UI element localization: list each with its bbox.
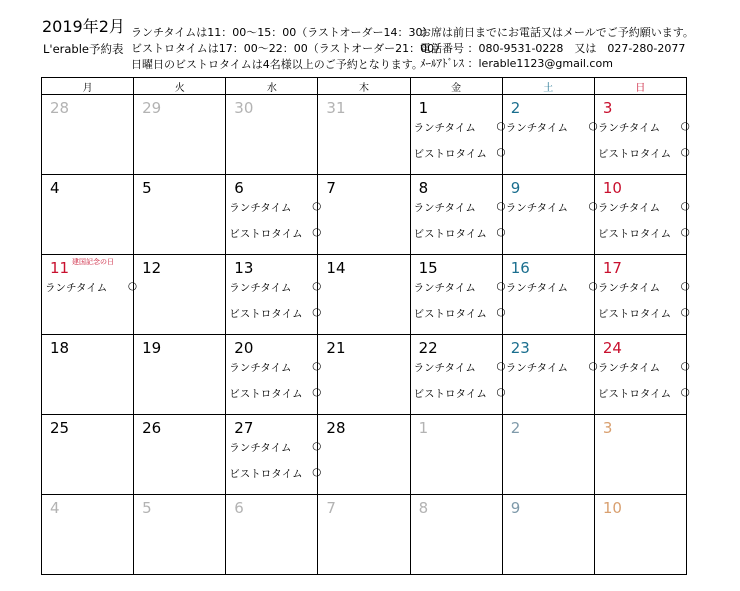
lunch-slot[interactable] bbox=[506, 120, 598, 135]
day-cell[interactable] bbox=[594, 335, 690, 415]
lunch-slot[interactable] bbox=[598, 280, 690, 295]
day-cell[interactable] bbox=[502, 415, 594, 495]
day-number: 29 bbox=[142, 99, 162, 117]
day-cell[interactable] bbox=[502, 95, 598, 175]
holiday-label: 建国記念の日 bbox=[72, 258, 114, 266]
weekday-header: 水 bbox=[226, 78, 318, 95]
day-number: 26 bbox=[142, 419, 162, 437]
lunch-slot-label: ランチタイム bbox=[413, 362, 476, 374]
day-number: 6 bbox=[234, 179, 244, 197]
day-number: 3 bbox=[602, 99, 613, 117]
day-cell[interactable] bbox=[226, 335, 322, 415]
day-number: 28 bbox=[50, 99, 70, 117]
day-number: 8 bbox=[418, 499, 429, 517]
day-cell[interactable] bbox=[318, 95, 410, 175]
weekday-header: 火 bbox=[134, 78, 226, 95]
day-number: 18 bbox=[50, 339, 70, 357]
availability-circle-icon: ○ bbox=[312, 466, 322, 478]
day-cell[interactable] bbox=[42, 175, 134, 255]
availability-circle-icon: ○ bbox=[496, 226, 506, 238]
day-cell[interactable] bbox=[502, 255, 598, 335]
bistro-slot-label: ビストロタイム bbox=[597, 228, 672, 240]
bistro-slot-label: ビストロタイム bbox=[229, 388, 303, 400]
day-cell[interactable] bbox=[134, 95, 226, 175]
day-cell[interactable] bbox=[226, 175, 322, 255]
lunch-slot[interactable] bbox=[506, 360, 598, 375]
day-cell[interactable] bbox=[42, 415, 134, 495]
availability-circle-icon: ○ bbox=[496, 280, 506, 292]
lunch-slot[interactable] bbox=[229, 280, 321, 295]
lunch-slot[interactable] bbox=[598, 360, 690, 375]
availability-circle-icon: ○ bbox=[312, 386, 322, 398]
day-number: 14 bbox=[326, 259, 346, 277]
availability-circle-icon: ○ bbox=[680, 386, 690, 398]
bistro-slot[interactable] bbox=[229, 226, 321, 241]
day-number: 25 bbox=[50, 419, 70, 437]
lunch-slot-label: ランチタイム bbox=[229, 202, 292, 214]
bistro-slot[interactable] bbox=[229, 386, 321, 401]
availability-circle-icon: ○ bbox=[680, 280, 690, 292]
bistro-slot[interactable] bbox=[598, 146, 690, 161]
availability-circle-icon: ○ bbox=[496, 360, 506, 372]
day-cell[interactable] bbox=[502, 495, 594, 575]
bistro-slot-label: ビストロタイム bbox=[413, 308, 487, 320]
day-number: 30 bbox=[234, 99, 254, 117]
day-number: 21 bbox=[326, 339, 346, 357]
day-cell[interactable] bbox=[226, 495, 318, 575]
day-cell[interactable] bbox=[134, 415, 226, 495]
day-cell[interactable] bbox=[410, 175, 506, 255]
calendar-grid bbox=[41, 77, 690, 575]
availability-circle-icon: ○ bbox=[680, 306, 690, 318]
lunch-slot-label: ランチタイム bbox=[597, 362, 661, 374]
availability-circle-icon: ○ bbox=[312, 226, 322, 238]
bistro-slot-label: ビストロタイム bbox=[413, 148, 487, 160]
lunch-slot[interactable] bbox=[598, 120, 690, 135]
day-number: 5 bbox=[142, 499, 152, 517]
lunch-hours-text: ランチタイムは11：00〜15：00（ラストオーダー14：30） bbox=[131, 26, 434, 39]
day-cell[interactable] bbox=[594, 495, 686, 575]
day-cell[interactable] bbox=[594, 255, 690, 335]
lunch-slot[interactable] bbox=[414, 280, 506, 295]
weekday-header-row bbox=[42, 78, 687, 95]
day-cell[interactable] bbox=[318, 335, 410, 415]
day-number: 20 bbox=[234, 339, 254, 357]
lunch-slot[interactable] bbox=[229, 360, 321, 375]
bistro-slot[interactable] bbox=[229, 306, 321, 321]
weekday-header: 土 bbox=[502, 78, 594, 95]
lunch-slot[interactable] bbox=[598, 200, 690, 215]
lunch-slot-label: ランチタイム bbox=[597, 122, 661, 134]
lunch-slot-label: ランチタイム bbox=[505, 282, 568, 294]
lunch-slot[interactable] bbox=[506, 200, 598, 215]
day-cell[interactable] bbox=[318, 495, 410, 575]
day-cell[interactable] bbox=[42, 95, 134, 175]
availability-circle-icon: ○ bbox=[588, 360, 598, 372]
day-number: 1 bbox=[418, 99, 429, 117]
reservation-sheet-subtitle: L'erable予約表 bbox=[43, 42, 124, 56]
availability-circle-icon: ○ bbox=[496, 146, 506, 158]
bistro-slot-label: ビストロタイム bbox=[413, 228, 487, 240]
day-number: 31 bbox=[326, 99, 346, 117]
lunch-slot[interactable] bbox=[229, 200, 321, 215]
bistro-hours-text: ビストロタイムは17：00〜22：00（ラストオーダー21：00） bbox=[131, 42, 446, 55]
availability-circle-icon: ○ bbox=[680, 146, 690, 158]
day-number: 9 bbox=[510, 179, 521, 197]
bistro-slot-label: ビストロタイム bbox=[229, 468, 303, 480]
day-number: 16 bbox=[510, 259, 530, 277]
lunch-slot-label: ランチタイム bbox=[413, 282, 476, 294]
day-cell[interactable] bbox=[594, 95, 690, 175]
day-number: 24 bbox=[602, 339, 622, 357]
day-cell[interactable] bbox=[410, 335, 506, 415]
day-number: 8 bbox=[418, 179, 429, 197]
lunch-slot-label: ランチタイム bbox=[413, 122, 476, 134]
day-number: 19 bbox=[142, 339, 162, 357]
bistro-slot[interactable] bbox=[414, 226, 506, 241]
lunch-slot[interactable] bbox=[506, 280, 598, 295]
day-number: 3 bbox=[602, 419, 613, 437]
availability-circle-icon: ○ bbox=[588, 200, 598, 212]
day-cell[interactable] bbox=[594, 415, 686, 495]
availability-circle-icon: ○ bbox=[496, 386, 506, 398]
mail-text: ﾒｰﾙｱﾄﾞﾚｽ ：lerable1123@gmail.com bbox=[420, 57, 613, 70]
day-number: 10 bbox=[602, 499, 622, 517]
day-number: 23 bbox=[510, 339, 530, 357]
day-cell[interactable] bbox=[410, 415, 502, 495]
availability-circle-icon: ○ bbox=[312, 360, 322, 372]
availability-circle-icon: ○ bbox=[680, 120, 690, 132]
availability-circle-icon: ○ bbox=[680, 360, 690, 372]
availability-circle-icon: ○ bbox=[496, 306, 506, 318]
day-number: 4 bbox=[50, 179, 60, 197]
day-cell[interactable] bbox=[410, 495, 502, 575]
day-number: 28 bbox=[326, 419, 346, 437]
bistro-slot-label: ビストロタイム bbox=[597, 388, 672, 400]
availability-circle-icon: ○ bbox=[680, 226, 690, 238]
day-cell[interactable] bbox=[42, 335, 134, 415]
day-number: 5 bbox=[142, 179, 152, 197]
day-number: 12 bbox=[142, 259, 162, 277]
day-cell[interactable] bbox=[502, 335, 598, 415]
lunch-slot-label: ランチタイム bbox=[229, 442, 292, 454]
day-number: 27 bbox=[234, 419, 254, 437]
bistro-slot[interactable] bbox=[598, 306, 690, 321]
bistro-slot[interactable] bbox=[229, 466, 321, 481]
weekday-header: 日 bbox=[594, 78, 686, 95]
lunch-slot-label: ランチタイム bbox=[597, 282, 661, 294]
week-row bbox=[42, 95, 687, 175]
day-number: 1 bbox=[418, 419, 429, 437]
day-cell[interactable] bbox=[226, 415, 322, 495]
lunch-slot-label: ランチタイム bbox=[597, 202, 661, 214]
day-cell[interactable] bbox=[318, 255, 410, 335]
week-row bbox=[42, 415, 687, 495]
day-cell[interactable] bbox=[42, 495, 134, 575]
availability-circle-icon: ○ bbox=[312, 440, 322, 452]
day-cell[interactable] bbox=[134, 495, 226, 575]
day-number: 9 bbox=[510, 499, 521, 517]
weekday-header: 月 bbox=[42, 78, 134, 95]
day-number: 6 bbox=[234, 499, 244, 517]
calendar-body bbox=[42, 95, 690, 575]
lunch-slot[interactable] bbox=[414, 120, 506, 135]
lunch-slot-label: ランチタイム bbox=[505, 202, 568, 214]
day-cell[interactable] bbox=[134, 255, 226, 335]
bistro-slot[interactable] bbox=[414, 306, 506, 321]
day-cell[interactable] bbox=[410, 255, 506, 335]
lunch-slot[interactable] bbox=[229, 440, 321, 455]
bistro-slot[interactable] bbox=[598, 386, 690, 401]
bistro-slot-label: ビストロタイム bbox=[597, 308, 672, 320]
availability-circle-icon: ○ bbox=[496, 200, 506, 212]
day-cell[interactable] bbox=[410, 95, 506, 175]
availability-circle-icon: ○ bbox=[588, 280, 598, 292]
week-row bbox=[42, 255, 687, 335]
availability-circle-icon: ○ bbox=[127, 280, 137, 292]
day-number: 22 bbox=[418, 339, 438, 357]
day-number: 17 bbox=[602, 259, 622, 277]
weekday-header: 金 bbox=[410, 78, 502, 95]
reservation-note-text: お席は前日までにお電話又はメールでご予約願います。 bbox=[420, 26, 694, 39]
day-number: 4 bbox=[50, 499, 60, 517]
calendar-title: 2019年2月 bbox=[42, 17, 125, 36]
lunch-slot[interactable] bbox=[414, 360, 506, 375]
day-number: 10 bbox=[602, 179, 622, 197]
day-cell[interactable] bbox=[134, 175, 226, 255]
lunch-slot-label: ランチタイム bbox=[229, 362, 292, 374]
day-cell[interactable] bbox=[226, 255, 322, 335]
availability-circle-icon: ○ bbox=[312, 200, 322, 212]
bistro-slot[interactable] bbox=[414, 386, 506, 401]
day-number: 2 bbox=[510, 99, 521, 117]
bistro-slot-label: ビストロタイム bbox=[413, 388, 487, 400]
lunch-slot-label: ランチタイム bbox=[505, 362, 568, 374]
day-cell[interactable] bbox=[318, 415, 410, 495]
bistro-slot[interactable] bbox=[598, 226, 690, 241]
sunday-note-text: 日曜日のビストロタイムは4名様以上のご予約となります。 bbox=[131, 58, 423, 71]
week-row bbox=[42, 175, 687, 255]
day-cell[interactable] bbox=[226, 95, 318, 175]
availability-circle-icon: ○ bbox=[588, 120, 598, 132]
day-number: 15 bbox=[418, 259, 438, 277]
week-row bbox=[42, 335, 687, 415]
day-number: 2 bbox=[510, 419, 521, 437]
phone-text: 電話番号 ：080-9531-0228 又は 027-280-2077 bbox=[420, 42, 686, 55]
availability-circle-icon: ○ bbox=[680, 200, 690, 212]
weekday-header: 木 bbox=[318, 78, 410, 95]
day-cell[interactable] bbox=[318, 175, 410, 255]
lunch-slot[interactable] bbox=[45, 280, 137, 295]
lunch-slot-label: ランチタイム bbox=[413, 202, 476, 214]
week-row bbox=[42, 495, 687, 575]
lunch-slot-label: ランチタイム bbox=[45, 282, 108, 294]
availability-circle-icon: ○ bbox=[312, 306, 322, 318]
bistro-slot-label: ビストロタイム bbox=[229, 228, 303, 240]
availability-circle-icon: ○ bbox=[312, 280, 322, 292]
day-cell[interactable] bbox=[502, 175, 598, 255]
lunch-slot-label: ランチタイム bbox=[505, 122, 568, 134]
day-cell[interactable] bbox=[134, 335, 226, 415]
day-cell[interactable] bbox=[594, 175, 690, 255]
availability-circle-icon: ○ bbox=[496, 120, 506, 132]
day-number: 7 bbox=[326, 499, 336, 517]
bistro-slot-label: ビストロタイム bbox=[597, 148, 672, 160]
bistro-slot-label: ビストロタイム bbox=[229, 308, 303, 320]
day-cell[interactable] bbox=[42, 255, 137, 335]
day-number: 13 bbox=[234, 259, 254, 277]
lunch-slot[interactable] bbox=[414, 200, 506, 215]
day-number: 11 bbox=[50, 259, 70, 277]
lunch-slot-label: ランチタイム bbox=[229, 282, 292, 294]
bistro-slot[interactable] bbox=[414, 146, 506, 161]
day-number: 7 bbox=[326, 179, 336, 197]
